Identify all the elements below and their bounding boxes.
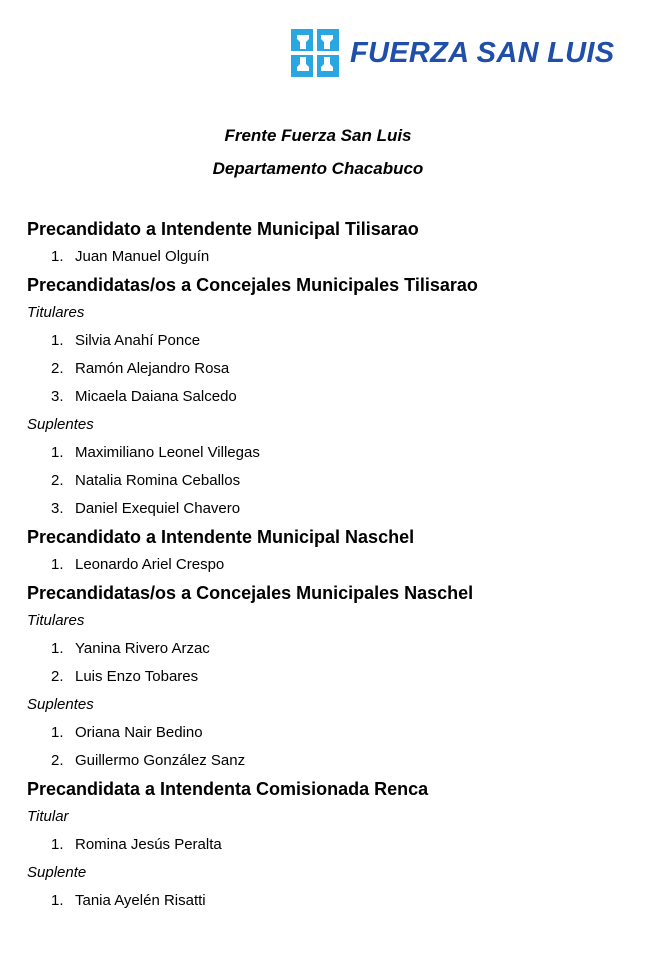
candidate-name: Juan Manuel Olguín [75,248,210,265]
group-label: Suplentes [27,696,94,713]
group-label: Titular [27,808,69,825]
group-label: Titulares [27,612,85,629]
list-number: 2. [51,360,64,377]
group-label: Suplentes [27,416,94,433]
list-number: 2. [51,752,64,769]
candidate-section [27,215,637,271]
list-item [27,243,637,271]
candidate-name: Oriana Nair Bedino [75,724,203,741]
candidate-name: Tania Ayelén Risatti [75,892,206,909]
list-item [27,439,637,467]
list-number: 2. [51,472,64,489]
list-number: 1. [51,556,64,573]
section-title: Precandidato a Intendente Municipal Tilisarao [27,219,419,239]
list-number: 1. [51,836,64,853]
list-item [27,887,637,915]
section-title: Precandidata a Intendenta Comisionada Renca [27,779,429,799]
candidate-name: Guillermo González Sanz [75,752,246,769]
list-number: 3. [51,500,64,517]
candidate-name: Daniel Exequiel Chavero [75,500,241,517]
candidate-section [27,271,637,523]
list-number: 3. [51,388,64,405]
list-number: 1. [51,892,64,909]
department-name: Departamento Chacabuco [212,159,424,178]
candidate-name: Silvia Anahí Ponce [75,332,201,349]
list-item [27,747,637,775]
candidate-name: Ramón Alejandro Rosa [75,360,230,377]
list-item [27,551,637,579]
list-number: 1. [51,332,64,349]
list-number: 1. [51,640,64,657]
candidate-name: Romina Jesús Peralta [75,836,222,853]
list-number: 1. [51,724,64,741]
candidate-name: Natalia Romina Ceballos [75,472,241,489]
list-number: 1. [51,248,64,265]
group-label: Suplente [27,864,87,881]
candidate-name: Luis Enzo Tobares [75,668,199,685]
candidate-name: Yanina Rivero Arzac [75,640,210,657]
list-item [27,663,637,691]
candidate-name: Maximiliano Leonel Villegas [75,444,260,461]
front-name: Frente Fuerza San Luis [224,126,412,145]
list-item [27,327,637,355]
list-item [27,495,637,523]
candidate-section [27,775,637,915]
list-item [27,719,637,747]
list-item [27,635,637,663]
group-label: Titulares [27,304,85,321]
candidate-lists [27,215,637,915]
list-item [27,831,637,859]
document-header [0,119,636,185]
list-number: 2. [51,668,64,685]
list-item [27,355,637,383]
section-title: Precandidatas/os a Concejales Municipales Naschel [27,583,474,603]
candidate-name: Leonardo Ariel Crespo [75,556,225,573]
list-item [27,383,637,411]
section-title: Precandidato a Intendente Municipal Naschel [27,527,415,547]
logo [291,29,614,77]
logo-text: FUERZA SAN LUIS [350,36,615,69]
candidate-section [27,523,637,579]
section-title: Precandidatas/os a Concejales Municipales Tilisarao [27,275,478,295]
four-raised-fists-icon [291,29,339,77]
list-item [27,467,637,495]
candidate-section [27,579,637,775]
candidate-name: Micaela Daiana Salcedo [75,388,237,405]
list-number: 1. [51,444,64,461]
